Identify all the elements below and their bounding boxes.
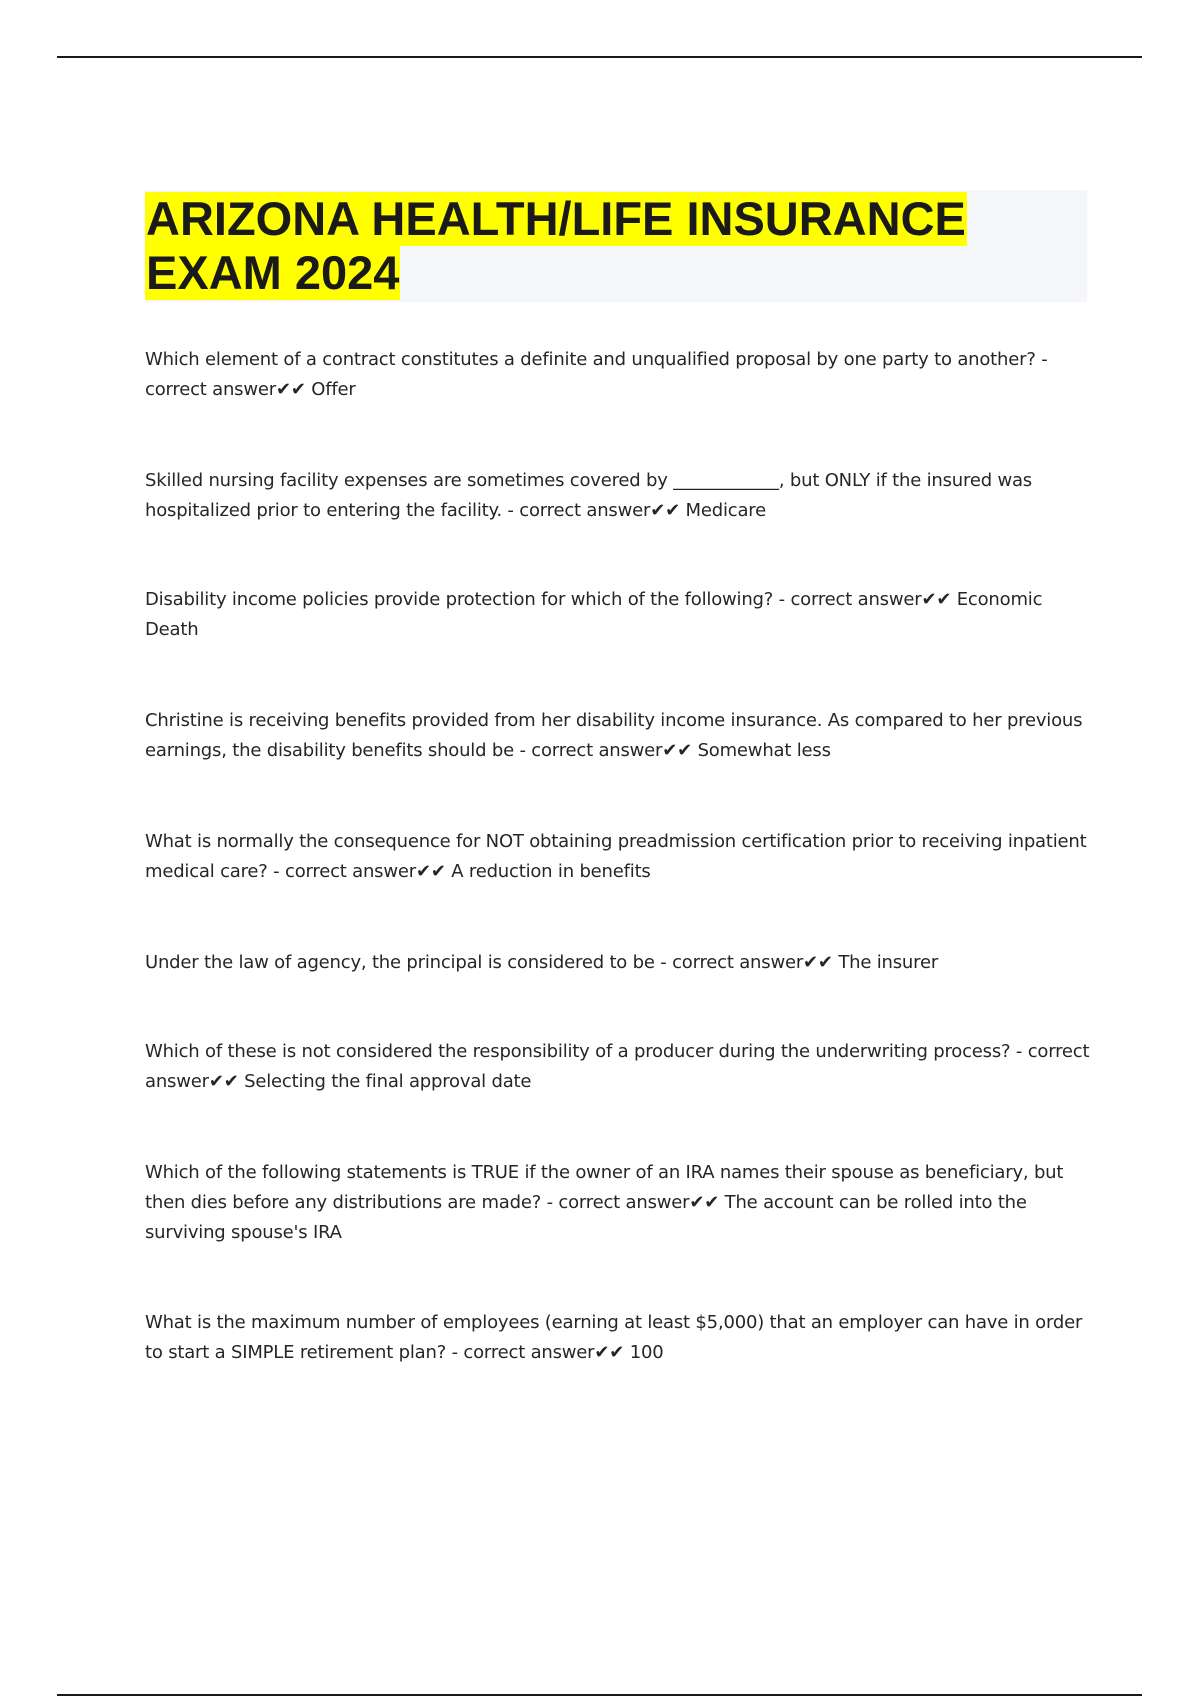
qa-item: [145, 1308, 1090, 1368]
answer-label: correct answer: [672, 952, 804, 973]
separator: -: [446, 1342, 464, 1363]
qa-item: [145, 948, 1090, 978]
bottom-rule: [57, 1694, 1142, 1696]
qa-item: [145, 466, 1090, 526]
qa-item: [145, 345, 1090, 405]
qa-item: [145, 706, 1090, 766]
answer-label: correct answer: [145, 379, 276, 400]
separator: -: [773, 589, 791, 610]
answer-text: Offer: [311, 379, 356, 400]
qa-item: [145, 827, 1090, 887]
page-title-line-1: ARIZONA HEALTH/LIFE INSURANCE: [146, 192, 966, 245]
check-icon: ✔✔: [689, 1192, 720, 1213]
check-icon: ✔✔: [650, 500, 680, 521]
check-icon: ✔✔: [415, 861, 446, 882]
question-text: Skilled nursing facility expenses are sometimes covered by ____________, but ONLY if the insured was hospitalized prior to entering the facility.: [145, 470, 1032, 521]
question-text: Which of these is not considered the responsibility of a producer during the underwriting process?: [145, 1041, 1011, 1062]
answer-text: 100: [629, 1342, 664, 1363]
separator: -: [541, 1192, 559, 1213]
check-icon: ✔✔: [662, 740, 693, 761]
separator: -: [513, 740, 532, 761]
answer-text: Medicare: [685, 500, 766, 521]
answer-label: correct answer: [531, 740, 663, 761]
question-text: Under the law of agency, the principal is considered to be: [145, 952, 655, 973]
answer-text: A reduction in benefits: [451, 861, 651, 882]
answer-text: Selecting the final approval date: [244, 1071, 532, 1092]
answer-label: correct answer: [463, 1342, 595, 1363]
separator: -: [654, 952, 673, 973]
separator: -: [267, 861, 285, 882]
check-icon: ✔✔: [275, 379, 306, 400]
separator: -: [501, 500, 520, 521]
check-icon: ✔✔: [803, 952, 833, 973]
check-icon: ✔✔: [594, 1342, 625, 1363]
qa-item: [145, 1037, 1090, 1097]
answer-text: The insurer: [838, 952, 939, 973]
question-text: What is the maximum number of employees (earning at least $5,000) that an employer can have in order to start a SIMPLE retirement plan?: [145, 1312, 1083, 1363]
answer-text: The account can be rolled into the surviving spouse's IRA: [145, 1192, 1027, 1243]
question-text: Christine is receiving benefits provided from her disability income insurance. As compared to her previous earnings, the disability benefits should be: [145, 710, 1083, 761]
separator: -: [1010, 1041, 1028, 1062]
answer-label: correct answer: [790, 589, 922, 610]
page-title-line-2: EXAM 2024: [146, 246, 400, 299]
answer-label: correct answer: [145, 1041, 1090, 1092]
check-icon: ✔✔: [208, 1071, 239, 1092]
answer-text: Somewhat less: [697, 740, 831, 761]
answer-label: correct answer: [558, 1192, 690, 1213]
check-icon: ✔✔: [921, 589, 952, 610]
question-text: Which of the following statements is TRUE if the owner of an IRA names their spouse as beneficiary, but then dies before any distributions are made?: [145, 1162, 1064, 1213]
answer-label: correct answer: [519, 500, 651, 521]
answer-label: correct answer: [285, 861, 416, 882]
qa-item: [145, 1158, 1090, 1248]
question-text: Which element of a contract constitutes a definite and unqualified proposal by one party to another?: [145, 349, 1036, 370]
answer-text: Economic Death: [145, 589, 1043, 640]
separator: -: [1035, 349, 1048, 370]
qa-item: [145, 585, 1090, 645]
question-text: Disability income policies provide protection for which of the following?: [145, 589, 774, 610]
question-text: What is normally the consequence for NOT obtaining preadmission certification prior to receiving inpatient medical care?: [145, 831, 1087, 882]
top-rule: [57, 56, 1142, 58]
